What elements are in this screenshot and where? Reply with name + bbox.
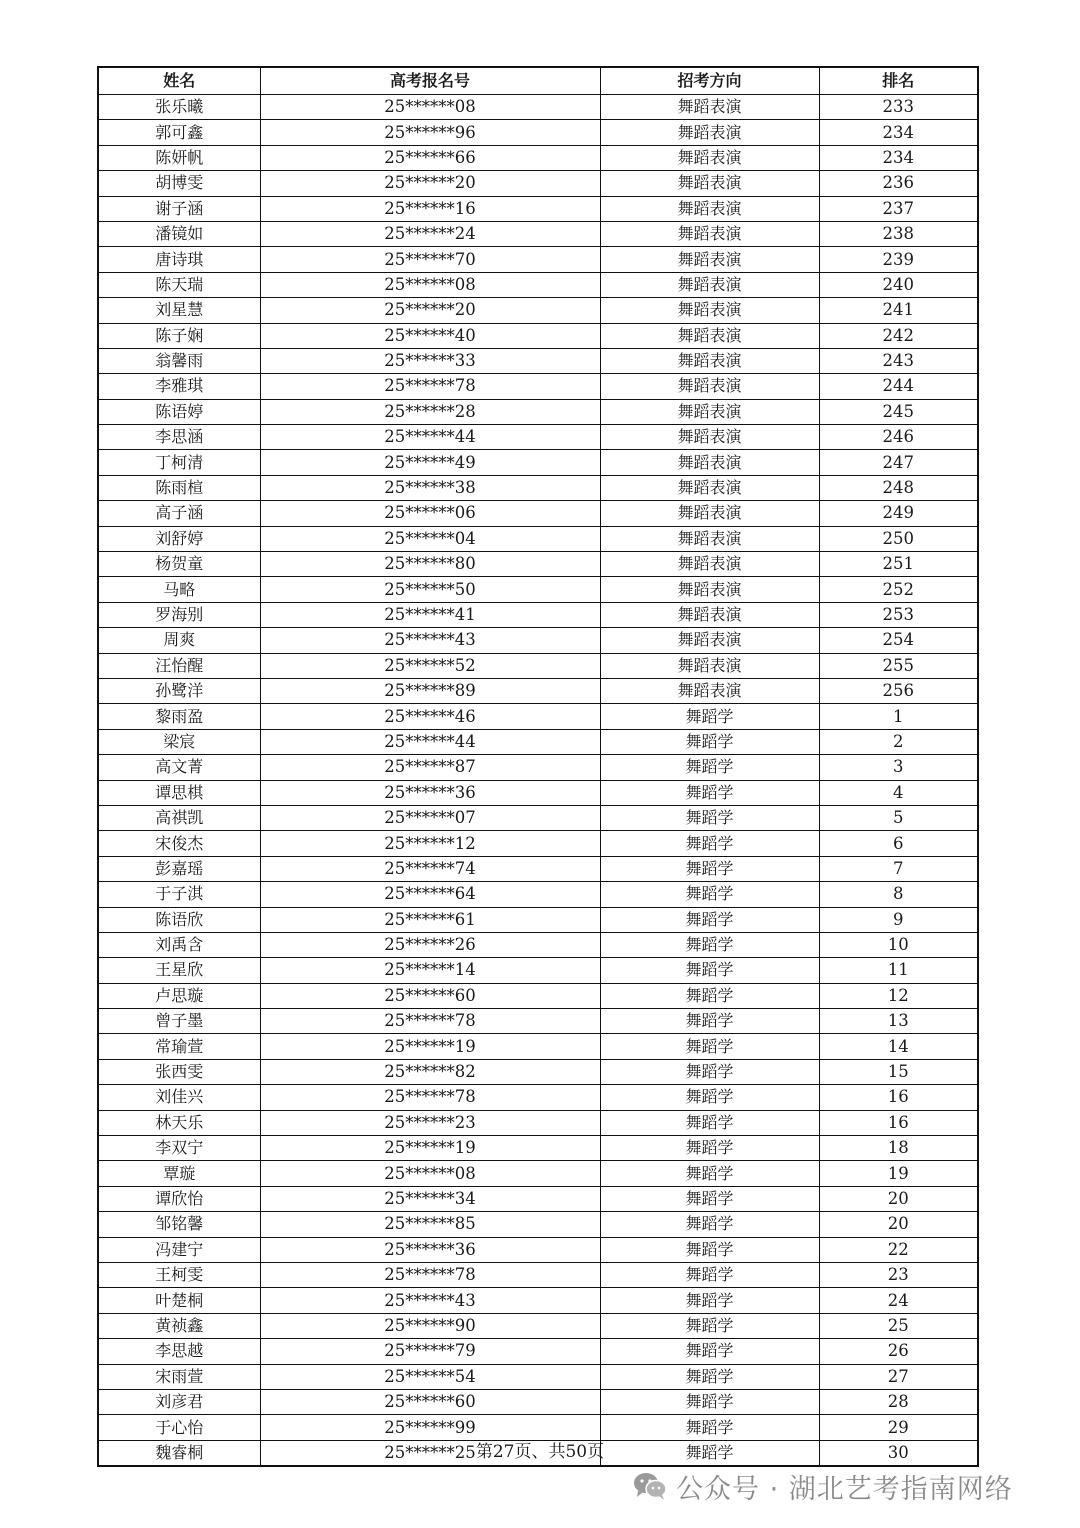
cell-name: 于子淇 (98, 882, 260, 907)
cell-name: 刘彦君 (98, 1389, 260, 1414)
cell-rank: 255 (819, 653, 978, 678)
cell-name: 黄祯鑫 (98, 1313, 260, 1338)
cell-rank: 254 (819, 628, 978, 653)
table-row (98, 399, 978, 424)
cell-direction: 舞蹈学 (600, 932, 819, 957)
cell-rank: 11 (819, 958, 978, 983)
cell-rank: 12 (819, 983, 978, 1008)
table-row (98, 602, 978, 627)
cell-name: 魏睿桐 (98, 1440, 260, 1466)
cell-name: 陈天瑞 (98, 272, 260, 297)
cell-name: 孙鹭洋 (98, 678, 260, 703)
cell-exam-number: 25******96 (260, 120, 600, 145)
cell-rank: 28 (819, 1389, 978, 1414)
cell-direction: 舞蹈表演 (600, 628, 819, 653)
cell-rank: 9 (819, 907, 978, 932)
cell-direction: 舞蹈学 (600, 1262, 819, 1287)
header-name: 姓名 (98, 67, 260, 95)
cell-direction: 舞蹈学 (600, 1161, 819, 1186)
cell-name: 胡博雯 (98, 171, 260, 196)
cell-exam-number: 25******34 (260, 1186, 600, 1211)
cell-exam-number: 25******60 (260, 1389, 600, 1414)
table-row (98, 552, 978, 577)
cell-name: 李思越 (98, 1339, 260, 1364)
cell-rank: 247 (819, 450, 978, 475)
table-row (98, 729, 978, 754)
cell-rank: 16 (819, 1110, 978, 1135)
table-row (98, 475, 978, 500)
cell-rank: 13 (819, 1009, 978, 1034)
table-row (98, 1059, 978, 1084)
cell-rank: 256 (819, 678, 978, 703)
cell-direction: 舞蹈学 (600, 805, 819, 830)
cell-exam-number: 25******70 (260, 247, 600, 272)
cell-exam-number: 25******54 (260, 1364, 600, 1389)
table-row (98, 983, 978, 1008)
cell-exam-number: 25******28 (260, 399, 600, 424)
cell-exam-number: 25******87 (260, 755, 600, 780)
cell-rank: 251 (819, 552, 978, 577)
cell-rank: 10 (819, 932, 978, 957)
cell-name: 冯建宁 (98, 1237, 260, 1262)
cell-rank: 20 (819, 1186, 978, 1211)
cell-rank: 241 (819, 298, 978, 323)
cell-direction: 舞蹈学 (600, 1034, 819, 1059)
cell-name: 林天乐 (98, 1110, 260, 1135)
cell-name: 马略 (98, 577, 260, 602)
cell-exam-number: 25******85 (260, 1212, 600, 1237)
cell-rank: 244 (819, 374, 978, 399)
table-row (98, 1288, 978, 1313)
watermark-text: 公众号 · 湖北艺考指南网络 (676, 1473, 1013, 1505)
cell-direction: 舞蹈学 (600, 704, 819, 729)
table-header-row (98, 67, 978, 95)
cell-exam-number: 25******66 (260, 145, 600, 170)
cell-exam-number: 25******60 (260, 983, 600, 1008)
cell-name: 高子涵 (98, 501, 260, 526)
cell-direction: 舞蹈学 (600, 1288, 819, 1313)
cell-exam-number: 25******50 (260, 577, 600, 602)
cell-rank: 26 (819, 1339, 978, 1364)
cell-exam-number: 25******24 (260, 221, 600, 246)
cell-direction: 舞蹈学 (600, 729, 819, 754)
cell-rank: 15 (819, 1059, 978, 1084)
cell-exam-number: 25******33 (260, 348, 600, 373)
cell-name: 彭嘉瑶 (98, 856, 260, 881)
cell-name: 刘佳兴 (98, 1085, 260, 1110)
cell-exam-number: 25******08 (260, 272, 600, 297)
table-row (98, 272, 978, 297)
table-row (98, 882, 978, 907)
cell-rank: 249 (819, 501, 978, 526)
cell-direction: 舞蹈学 (600, 1110, 819, 1135)
cell-rank: 7 (819, 856, 978, 881)
cell-exam-number: 25******12 (260, 831, 600, 856)
cell-rank: 236 (819, 171, 978, 196)
cell-rank: 30 (819, 1440, 978, 1466)
cell-rank: 24 (819, 1288, 978, 1313)
cell-name: 邹铭馨 (98, 1212, 260, 1237)
table-row (98, 1262, 978, 1287)
table-row (98, 374, 978, 399)
cell-rank: 5 (819, 805, 978, 830)
cell-name: 李思涵 (98, 425, 260, 450)
cell-name: 于心怡 (98, 1415, 260, 1440)
cell-exam-number: 25******20 (260, 171, 600, 196)
cell-direction: 舞蹈表演 (600, 475, 819, 500)
table-row (98, 348, 978, 373)
cell-name: 陈雨楦 (98, 475, 260, 500)
cell-name: 陈妍帆 (98, 145, 260, 170)
cell-name: 王星欣 (98, 958, 260, 983)
table-row (98, 704, 978, 729)
cell-direction: 舞蹈表演 (600, 120, 819, 145)
cell-direction: 舞蹈表演 (600, 247, 819, 272)
cell-rank: 245 (819, 399, 978, 424)
cell-name: 郭可鑫 (98, 120, 260, 145)
table-row (98, 501, 978, 526)
cell-exam-number: 25******43 (260, 628, 600, 653)
cell-rank: 253 (819, 602, 978, 627)
cell-direction: 舞蹈表演 (600, 298, 819, 323)
cell-rank: 22 (819, 1237, 978, 1262)
cell-name: 刘舒婷 (98, 526, 260, 551)
cell-name: 杨贺童 (98, 552, 260, 577)
cell-exam-number: 25******74 (260, 856, 600, 881)
cell-direction: 舞蹈学 (600, 1059, 819, 1084)
table-row (98, 171, 978, 196)
cell-rank: 234 (819, 145, 978, 170)
cell-rank: 250 (819, 526, 978, 551)
cell-exam-number: 25******80 (260, 552, 600, 577)
cell-rank: 233 (819, 95, 978, 120)
table-row (98, 95, 978, 120)
cell-exam-number: 25******36 (260, 1237, 600, 1262)
table-row (98, 805, 978, 830)
cell-direction: 舞蹈表演 (600, 450, 819, 475)
cell-direction: 舞蹈学 (600, 1237, 819, 1262)
table-row (98, 298, 978, 323)
cell-rank: 25 (819, 1313, 978, 1338)
table-row (98, 1237, 978, 1262)
cell-name: 卢思璇 (98, 983, 260, 1008)
cell-exam-number: 25******78 (260, 374, 600, 399)
table-row (98, 1389, 978, 1414)
cell-direction: 舞蹈表演 (600, 577, 819, 602)
cell-exam-number: 25******20 (260, 298, 600, 323)
cell-name: 汪怡醒 (98, 653, 260, 678)
cell-name: 常瑜萱 (98, 1034, 260, 1059)
cell-rank: 234 (819, 120, 978, 145)
cell-rank: 1 (819, 704, 978, 729)
cell-direction: 舞蹈表演 (600, 272, 819, 297)
cell-rank: 18 (819, 1136, 978, 1161)
cell-exam-number: 25******19 (260, 1136, 600, 1161)
cell-rank: 242 (819, 323, 978, 348)
table-row (98, 221, 978, 246)
cell-rank: 239 (819, 247, 978, 272)
cell-direction: 舞蹈表演 (600, 348, 819, 373)
cell-direction: 舞蹈学 (600, 983, 819, 1008)
cell-name: 罗海别 (98, 602, 260, 627)
cell-direction: 舞蹈学 (600, 856, 819, 881)
cell-exam-number: 25******36 (260, 780, 600, 805)
cell-direction: 舞蹈学 (600, 1389, 819, 1414)
cell-name: 高祺凯 (98, 805, 260, 830)
cell-name: 谢子涵 (98, 196, 260, 221)
cell-name: 李雅琪 (98, 374, 260, 399)
cell-direction: 舞蹈表演 (600, 425, 819, 450)
page-number: 第27页、共50页 (475, 1442, 605, 1462)
cell-direction: 舞蹈表演 (600, 374, 819, 399)
cell-direction: 舞蹈学 (600, 831, 819, 856)
cell-rank: 237 (819, 196, 978, 221)
table-row (98, 1085, 978, 1110)
ranking-table (97, 66, 979, 1467)
cell-rank: 20 (819, 1212, 978, 1237)
cell-rank: 248 (819, 475, 978, 500)
cell-rank: 14 (819, 1034, 978, 1059)
cell-exam-number: 25******19 (260, 1034, 600, 1059)
table-row (98, 907, 978, 932)
cell-direction: 舞蹈学 (600, 1085, 819, 1110)
cell-exam-number: 25******04 (260, 526, 600, 551)
cell-rank: 3 (819, 755, 978, 780)
cell-name: 王柯雯 (98, 1262, 260, 1287)
cell-direction: 舞蹈学 (600, 1415, 819, 1440)
cell-name: 刘星慧 (98, 298, 260, 323)
cell-name: 谭欣怡 (98, 1186, 260, 1211)
header-rank: 排名 (819, 67, 978, 95)
table-row (98, 856, 978, 881)
cell-exam-number: 25******44 (260, 425, 600, 450)
table-row (98, 1313, 978, 1338)
table-row (98, 196, 978, 221)
cell-rank: 27 (819, 1364, 978, 1389)
table-row (98, 145, 978, 170)
cell-name: 李双宁 (98, 1136, 260, 1161)
cell-direction: 舞蹈学 (600, 1009, 819, 1034)
wechat-icon (632, 1471, 668, 1501)
cell-name: 陈语婷 (98, 399, 260, 424)
cell-exam-number: 25******78 (260, 1262, 600, 1287)
header-direction: 招考方向 (600, 67, 819, 95)
cell-name: 张乐曦 (98, 95, 260, 120)
table-row (98, 780, 978, 805)
cell-exam-number: 25******08 (260, 1161, 600, 1186)
cell-exam-number: 25******46 (260, 704, 600, 729)
cell-name: 翁馨雨 (98, 348, 260, 373)
cell-exam-number: 25******07 (260, 805, 600, 830)
cell-rank: 246 (819, 425, 978, 450)
cell-exam-number: 25******99 (260, 1415, 600, 1440)
table-row (98, 1110, 978, 1135)
table-row (98, 577, 978, 602)
cell-rank: 238 (819, 221, 978, 246)
cell-name: 张西雯 (98, 1059, 260, 1084)
cell-rank: 4 (819, 780, 978, 805)
cell-direction: 舞蹈表演 (600, 552, 819, 577)
table-row (98, 1009, 978, 1034)
table-row (98, 425, 978, 450)
cell-rank: 16 (819, 1085, 978, 1110)
cell-name: 叶楚桐 (98, 1288, 260, 1313)
cell-direction: 舞蹈学 (600, 1313, 819, 1338)
cell-name: 梁宸 (98, 729, 260, 754)
table-row (98, 1364, 978, 1389)
cell-exam-number: 25******49 (260, 450, 600, 475)
cell-direction: 舞蹈学 (600, 907, 819, 932)
cell-exam-number: 25******16 (260, 196, 600, 221)
cell-direction: 舞蹈表演 (600, 196, 819, 221)
cell-direction: 舞蹈表演 (600, 653, 819, 678)
cell-name: 宋俊杰 (98, 831, 260, 856)
cell-direction: 舞蹈学 (600, 1440, 819, 1466)
cell-direction: 舞蹈学 (600, 1136, 819, 1161)
cell-direction: 舞蹈表演 (600, 221, 819, 246)
cell-direction: 舞蹈表演 (600, 501, 819, 526)
cell-direction: 舞蹈学 (600, 1339, 819, 1364)
table-row (98, 526, 978, 551)
table-row (98, 1136, 978, 1161)
table-row (98, 1339, 978, 1364)
cell-name: 覃璇 (98, 1161, 260, 1186)
cell-direction: 舞蹈学 (600, 1212, 819, 1237)
table-row (98, 323, 978, 348)
cell-exam-number: 25******43 (260, 1288, 600, 1313)
table-row (98, 628, 978, 653)
table-row (98, 1212, 978, 1237)
cell-rank: 240 (819, 272, 978, 297)
cell-direction: 舞蹈学 (600, 958, 819, 983)
table-row (98, 120, 978, 145)
cell-direction: 舞蹈表演 (600, 145, 819, 170)
cell-direction: 舞蹈学 (600, 1364, 819, 1389)
table-row (98, 450, 978, 475)
cell-exam-number: 25******90 (260, 1313, 600, 1338)
cell-name: 曾子墨 (98, 1009, 260, 1034)
cell-direction: 舞蹈表演 (600, 171, 819, 196)
cell-exam-number: 25******89 (260, 678, 600, 703)
cell-exam-number: 25******23 (260, 1110, 600, 1135)
cell-name: 陈子娴 (98, 323, 260, 348)
cell-direction: 舞蹈学 (600, 882, 819, 907)
cell-direction: 舞蹈表演 (600, 399, 819, 424)
table-row (98, 247, 978, 272)
cell-direction: 舞蹈表演 (600, 678, 819, 703)
cell-exam-number: 25******82 (260, 1059, 600, 1084)
cell-name: 周爽 (98, 628, 260, 653)
cell-exam-number: 25******40 (260, 323, 600, 348)
cell-name: 陈语欣 (98, 907, 260, 932)
header-exam-number: 高考报名号 (260, 67, 600, 95)
cell-name: 黎雨盈 (98, 704, 260, 729)
cell-direction: 舞蹈学 (600, 755, 819, 780)
watermark (632, 1466, 1013, 1506)
cell-direction: 舞蹈表演 (600, 323, 819, 348)
table-row (98, 831, 978, 856)
cell-exam-number: 25******38 (260, 475, 600, 500)
cell-direction: 舞蹈学 (600, 1186, 819, 1211)
cell-rank: 6 (819, 831, 978, 856)
cell-exam-number: 25******78 (260, 1009, 600, 1034)
cell-direction: 舞蹈学 (600, 780, 819, 805)
table-row (98, 678, 978, 703)
table-row (98, 932, 978, 957)
cell-name: 刘禹含 (98, 932, 260, 957)
cell-exam-number: 25******06 (260, 501, 600, 526)
cell-name: 谭思棋 (98, 780, 260, 805)
cell-direction: 舞蹈表演 (600, 526, 819, 551)
cell-name: 唐诗琪 (98, 247, 260, 272)
table-row (98, 755, 978, 780)
table-row (98, 1161, 978, 1186)
cell-name: 潘镜如 (98, 221, 260, 246)
cell-direction: 舞蹈表演 (600, 95, 819, 120)
cell-name: 高文菁 (98, 755, 260, 780)
table-row (98, 653, 978, 678)
table-row (98, 1186, 978, 1211)
cell-rank: 23 (819, 1262, 978, 1287)
cell-rank: 2 (819, 729, 978, 754)
cell-rank: 252 (819, 577, 978, 602)
cell-exam-number: 25******78 (260, 1085, 600, 1110)
cell-exam-number: 25******26 (260, 932, 600, 957)
cell-exam-number: 25******14 (260, 958, 600, 983)
cell-exam-number: 25******25 (260, 1440, 600, 1466)
cell-exam-number: 25******08 (260, 95, 600, 120)
cell-name: 丁柯清 (98, 450, 260, 475)
cell-exam-number: 25******79 (260, 1339, 600, 1364)
cell-rank: 29 (819, 1415, 978, 1440)
cell-exam-number: 25******44 (260, 729, 600, 754)
cell-direction: 舞蹈表演 (600, 602, 819, 627)
table-body (98, 95, 978, 1467)
cell-rank: 243 (819, 348, 978, 373)
table-row (98, 958, 978, 983)
cell-exam-number: 25******64 (260, 882, 600, 907)
cell-rank: 19 (819, 1161, 978, 1186)
cell-exam-number: 25******61 (260, 907, 600, 932)
table-row (98, 1034, 978, 1059)
cell-exam-number: 25******41 (260, 602, 600, 627)
cell-exam-number: 25******52 (260, 653, 600, 678)
cell-rank: 8 (819, 882, 978, 907)
cell-name: 宋雨萱 (98, 1364, 260, 1389)
